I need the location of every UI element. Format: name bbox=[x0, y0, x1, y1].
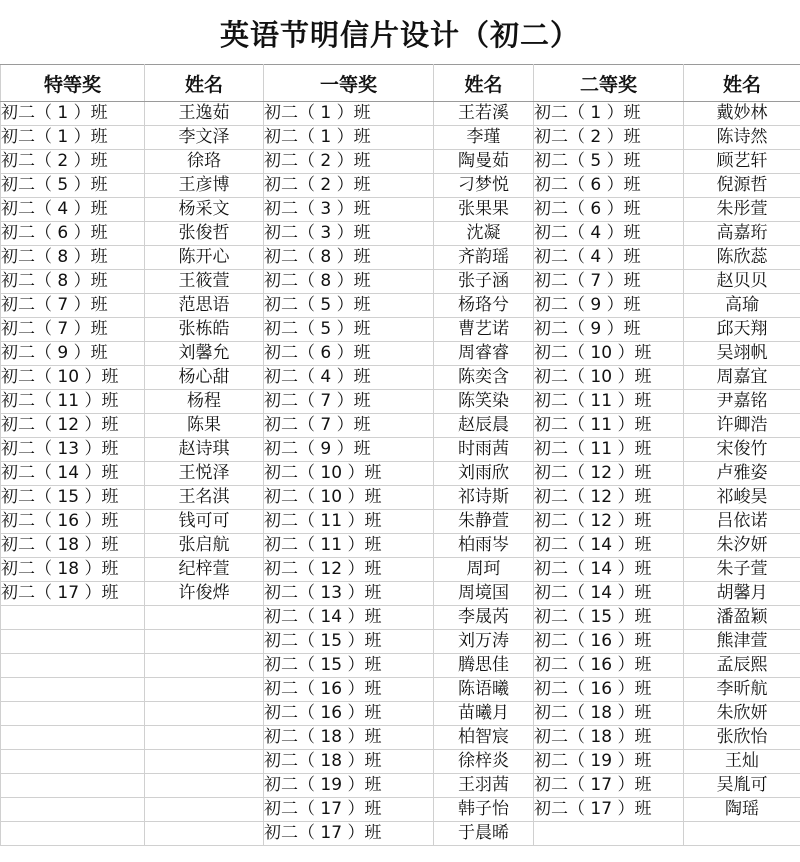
second-class-cell bbox=[534, 822, 684, 846]
second-name-cell: 倪源哲 bbox=[684, 174, 800, 198]
first-name-cell: 陈奕含 bbox=[434, 366, 534, 390]
special-name-cell bbox=[145, 678, 264, 702]
special-class-cell bbox=[1, 750, 145, 774]
first-class-cell: 初二（ 11 ）班 bbox=[264, 510, 434, 534]
first-name-cell: 王若溪 bbox=[434, 102, 534, 126]
second-class-cell: 初二（ 19 ）班 bbox=[534, 750, 684, 774]
header-first-award: 一等奖 bbox=[264, 65, 434, 102]
special-name-cell: 张启航 bbox=[145, 534, 264, 558]
first-name-cell: 刘万涛 bbox=[434, 630, 534, 654]
second-name-cell: 朱汐妍 bbox=[684, 534, 800, 558]
second-name-cell: 邱天翔 bbox=[684, 318, 800, 342]
table-row bbox=[1, 294, 800, 318]
special-name-cell: 王逸茹 bbox=[145, 102, 264, 126]
special-name-cell bbox=[145, 750, 264, 774]
first-class-cell: 初二（ 13 ）班 bbox=[264, 582, 434, 606]
special-class-cell: 初二（ 12 ）班 bbox=[1, 414, 145, 438]
second-name-cell: 朱彤萱 bbox=[684, 198, 800, 222]
first-name-cell: 柏智宸 bbox=[434, 726, 534, 750]
table-row bbox=[1, 390, 800, 414]
table-row bbox=[1, 246, 800, 270]
first-class-cell: 初二（ 7 ）班 bbox=[264, 414, 434, 438]
first-name-cell: 李瑾 bbox=[434, 126, 534, 150]
special-class-cell: 初二（ 1 ）班 bbox=[1, 126, 145, 150]
table-row bbox=[1, 702, 800, 726]
special-class-cell: 初二（ 11 ）班 bbox=[1, 390, 145, 414]
second-name-cell: 卢雅姿 bbox=[684, 462, 800, 486]
header-name: 姓名 bbox=[684, 65, 800, 102]
special-name-cell bbox=[145, 726, 264, 750]
special-name-cell: 钱可可 bbox=[145, 510, 264, 534]
second-class-cell: 初二（ 17 ）班 bbox=[534, 798, 684, 822]
special-name-cell: 许俊烨 bbox=[145, 582, 264, 606]
second-class-cell: 初二（ 12 ）班 bbox=[534, 462, 684, 486]
first-name-cell: 刁梦悦 bbox=[434, 174, 534, 198]
table-row bbox=[1, 318, 800, 342]
second-class-cell: 初二（ 1 ）班 bbox=[534, 102, 684, 126]
special-name-cell: 杨程 bbox=[145, 390, 264, 414]
first-class-cell: 初二（ 2 ）班 bbox=[264, 174, 434, 198]
second-name-cell: 祁峻昊 bbox=[684, 486, 800, 510]
table-row bbox=[1, 222, 800, 246]
special-class-cell: 初二（ 17 ）班 bbox=[1, 582, 145, 606]
special-name-cell: 范思语 bbox=[145, 294, 264, 318]
first-class-cell: 初二（ 8 ）班 bbox=[264, 246, 434, 270]
first-name-cell: 韩子怡 bbox=[434, 798, 534, 822]
second-class-cell: 初二（ 14 ）班 bbox=[534, 558, 684, 582]
special-class-cell: 初二（ 16 ）班 bbox=[1, 510, 145, 534]
table-row bbox=[1, 822, 800, 846]
special-class-cell: 初二（ 10 ）班 bbox=[1, 366, 145, 390]
special-name-cell: 张栋皓 bbox=[145, 318, 264, 342]
second-name-cell: 吴翊帆 bbox=[684, 342, 800, 366]
first-name-cell: 于晨晞 bbox=[434, 822, 534, 846]
second-name-cell: 许卿浩 bbox=[684, 414, 800, 438]
second-name-cell: 熊津萱 bbox=[684, 630, 800, 654]
first-name-cell: 赵辰晨 bbox=[434, 414, 534, 438]
second-class-cell: 初二（ 4 ）班 bbox=[534, 222, 684, 246]
second-name-cell: 吕依诺 bbox=[684, 510, 800, 534]
first-name-cell: 朱静萱 bbox=[434, 510, 534, 534]
second-class-cell: 初二（ 14 ）班 bbox=[534, 534, 684, 558]
second-class-cell: 初二（ 10 ）班 bbox=[534, 366, 684, 390]
table-row bbox=[1, 102, 800, 126]
special-class-cell: 初二（ 2 ）班 bbox=[1, 150, 145, 174]
first-class-cell: 初二（ 17 ）班 bbox=[264, 822, 434, 846]
second-name-cell: 胡馨月 bbox=[684, 582, 800, 606]
second-class-cell: 初二（ 2 ）班 bbox=[534, 126, 684, 150]
header-special-award: 特等奖 bbox=[1, 65, 145, 102]
table-row bbox=[1, 198, 800, 222]
first-class-cell: 初二（ 11 ）班 bbox=[264, 534, 434, 558]
table-row bbox=[1, 534, 800, 558]
first-class-cell: 初二（ 6 ）班 bbox=[264, 342, 434, 366]
first-class-cell: 初二（ 18 ）班 bbox=[264, 750, 434, 774]
special-name-cell: 王悦泽 bbox=[145, 462, 264, 486]
special-name-cell: 徐珞 bbox=[145, 150, 264, 174]
special-name-cell: 张俊哲 bbox=[145, 222, 264, 246]
special-name-cell bbox=[145, 798, 264, 822]
special-name-cell: 陈开心 bbox=[145, 246, 264, 270]
second-name-cell: 尹嘉铭 bbox=[684, 390, 800, 414]
special-name-cell: 杨采文 bbox=[145, 198, 264, 222]
second-class-cell: 初二（ 6 ）班 bbox=[534, 198, 684, 222]
first-name-cell: 周境国 bbox=[434, 582, 534, 606]
special-class-cell bbox=[1, 726, 145, 750]
first-name-cell: 陶曼茹 bbox=[434, 150, 534, 174]
table-row bbox=[1, 342, 800, 366]
table-row bbox=[1, 270, 800, 294]
header-name: 姓名 bbox=[145, 65, 264, 102]
table-row bbox=[1, 510, 800, 534]
special-class-cell bbox=[1, 654, 145, 678]
second-name-cell: 朱子萱 bbox=[684, 558, 800, 582]
second-class-cell: 初二（ 12 ）班 bbox=[534, 486, 684, 510]
first-name-cell: 李晟芮 bbox=[434, 606, 534, 630]
first-name-cell: 齐韵瑶 bbox=[434, 246, 534, 270]
special-class-cell: 初二（ 14 ）班 bbox=[1, 462, 145, 486]
table-row bbox=[1, 126, 800, 150]
second-name-cell bbox=[684, 822, 800, 846]
first-class-cell: 初二（ 18 ）班 bbox=[264, 726, 434, 750]
first-name-cell: 沈凝 bbox=[434, 222, 534, 246]
special-class-cell bbox=[1, 630, 145, 654]
special-class-cell: 初二（ 18 ）班 bbox=[1, 534, 145, 558]
header-name: 姓名 bbox=[434, 65, 534, 102]
table-row bbox=[1, 438, 800, 462]
second-class-cell: 初二（ 16 ）班 bbox=[534, 678, 684, 702]
second-class-cell: 初二（ 16 ）班 bbox=[534, 630, 684, 654]
awards-table bbox=[0, 64, 800, 846]
second-name-cell: 顾艺轩 bbox=[684, 150, 800, 174]
first-name-cell: 周睿睿 bbox=[434, 342, 534, 366]
table-row bbox=[1, 462, 800, 486]
first-class-cell: 初二（ 12 ）班 bbox=[264, 558, 434, 582]
first-class-cell: 初二（ 16 ）班 bbox=[264, 702, 434, 726]
first-class-cell: 初二（ 14 ）班 bbox=[264, 606, 434, 630]
first-name-cell: 陈语曦 bbox=[434, 678, 534, 702]
first-class-cell: 初二（ 3 ）班 bbox=[264, 222, 434, 246]
second-class-cell: 初二（ 11 ）班 bbox=[534, 438, 684, 462]
special-name-cell: 赵诗琪 bbox=[145, 438, 264, 462]
special-name-cell: 杨心甜 bbox=[145, 366, 264, 390]
header-second-award: 二等奖 bbox=[534, 65, 684, 102]
special-class-cell bbox=[1, 678, 145, 702]
first-class-cell: 初二（ 1 ）班 bbox=[264, 126, 434, 150]
second-name-cell: 高瑜 bbox=[684, 294, 800, 318]
second-class-cell: 初二（ 11 ）班 bbox=[534, 414, 684, 438]
first-name-cell: 王羽茜 bbox=[434, 774, 534, 798]
special-class-cell bbox=[1, 606, 145, 630]
second-name-cell: 陶瑶 bbox=[684, 798, 800, 822]
first-class-cell: 初二（ 4 ）班 bbox=[264, 366, 434, 390]
second-class-cell: 初二（ 15 ）班 bbox=[534, 606, 684, 630]
table-row bbox=[1, 486, 800, 510]
second-class-cell: 初二（ 11 ）班 bbox=[534, 390, 684, 414]
second-class-cell: 初二（ 18 ）班 bbox=[534, 726, 684, 750]
second-name-cell: 高嘉珩 bbox=[684, 222, 800, 246]
first-name-cell: 时雨茜 bbox=[434, 438, 534, 462]
first-class-cell: 初二（ 8 ）班 bbox=[264, 270, 434, 294]
second-class-cell: 初二（ 5 ）班 bbox=[534, 150, 684, 174]
header-row bbox=[1, 65, 800, 102]
first-class-cell: 初二（ 10 ）班 bbox=[264, 462, 434, 486]
table-row bbox=[1, 150, 800, 174]
special-class-cell: 初二（ 7 ）班 bbox=[1, 318, 145, 342]
special-name-cell: 王名淇 bbox=[145, 486, 264, 510]
table-row bbox=[1, 798, 800, 822]
first-name-cell: 曹艺诺 bbox=[434, 318, 534, 342]
special-name-cell: 纪梓萱 bbox=[145, 558, 264, 582]
table-row bbox=[1, 726, 800, 750]
special-class-cell: 初二（ 7 ）班 bbox=[1, 294, 145, 318]
second-class-cell: 初二（ 18 ）班 bbox=[534, 702, 684, 726]
second-class-cell: 初二（ 12 ）班 bbox=[534, 510, 684, 534]
second-name-cell: 戴妙林 bbox=[684, 102, 800, 126]
table-row bbox=[1, 414, 800, 438]
special-name-cell bbox=[145, 774, 264, 798]
first-name-cell: 腾思佳 bbox=[434, 654, 534, 678]
special-class-cell: 初二（ 9 ）班 bbox=[1, 342, 145, 366]
second-name-cell: 陈欣蕊 bbox=[684, 246, 800, 270]
special-name-cell: 刘馨允 bbox=[145, 342, 264, 366]
table-row bbox=[1, 654, 800, 678]
special-name-cell: 王彦博 bbox=[145, 174, 264, 198]
second-class-cell: 初二（ 4 ）班 bbox=[534, 246, 684, 270]
table-row bbox=[1, 678, 800, 702]
special-class-cell: 初二（ 15 ）班 bbox=[1, 486, 145, 510]
second-name-cell: 陈诗然 bbox=[684, 126, 800, 150]
table-row bbox=[1, 174, 800, 198]
special-name-cell bbox=[145, 702, 264, 726]
second-name-cell: 朱欣妍 bbox=[684, 702, 800, 726]
special-class-cell: 初二（ 4 ）班 bbox=[1, 198, 145, 222]
first-name-cell: 周珂 bbox=[434, 558, 534, 582]
special-name-cell: 李文泽 bbox=[145, 126, 264, 150]
special-name-cell bbox=[145, 822, 264, 846]
second-class-cell: 初二（ 17 ）班 bbox=[534, 774, 684, 798]
second-class-cell: 初二（ 7 ）班 bbox=[534, 270, 684, 294]
special-class-cell: 初二（ 5 ）班 bbox=[1, 174, 145, 198]
second-class-cell: 初二（ 10 ）班 bbox=[534, 342, 684, 366]
table-row bbox=[1, 606, 800, 630]
special-class-cell bbox=[1, 822, 145, 846]
first-class-cell: 初二（ 2 ）班 bbox=[264, 150, 434, 174]
second-name-cell: 周嘉宜 bbox=[684, 366, 800, 390]
special-name-cell bbox=[145, 654, 264, 678]
special-class-cell bbox=[1, 798, 145, 822]
second-name-cell: 李昕航 bbox=[684, 678, 800, 702]
special-name-cell bbox=[145, 606, 264, 630]
first-class-cell: 初二（ 9 ）班 bbox=[264, 438, 434, 462]
second-class-cell: 初二（ 16 ）班 bbox=[534, 654, 684, 678]
first-name-cell: 张子涵 bbox=[434, 270, 534, 294]
second-name-cell: 孟辰熙 bbox=[684, 654, 800, 678]
first-class-cell: 初二（ 7 ）班 bbox=[264, 390, 434, 414]
first-class-cell: 初二（ 10 ）班 bbox=[264, 486, 434, 510]
table-row bbox=[1, 558, 800, 582]
table-row bbox=[1, 750, 800, 774]
first-class-cell: 初二（ 15 ）班 bbox=[264, 630, 434, 654]
second-name-cell: 张欣怡 bbox=[684, 726, 800, 750]
first-class-cell: 初二（ 3 ）班 bbox=[264, 198, 434, 222]
first-name-cell: 柏雨岑 bbox=[434, 534, 534, 558]
second-class-cell: 初二（ 6 ）班 bbox=[534, 174, 684, 198]
first-class-cell: 初二（ 15 ）班 bbox=[264, 654, 434, 678]
first-name-cell: 陈笑染 bbox=[434, 390, 534, 414]
table-row bbox=[1, 774, 800, 798]
second-name-cell: 吴胤可 bbox=[684, 774, 800, 798]
special-class-cell: 初二（ 13 ）班 bbox=[1, 438, 145, 462]
second-name-cell: 赵贝贝 bbox=[684, 270, 800, 294]
first-class-cell: 初二（ 17 ）班 bbox=[264, 798, 434, 822]
special-class-cell: 初二（ 18 ）班 bbox=[1, 558, 145, 582]
special-class-cell: 初二（ 1 ）班 bbox=[1, 102, 145, 126]
second-name-cell: 潘盈颖 bbox=[684, 606, 800, 630]
first-name-cell: 苗曦月 bbox=[434, 702, 534, 726]
special-class-cell bbox=[1, 702, 145, 726]
table-row bbox=[1, 630, 800, 654]
first-class-cell: 初二（ 16 ）班 bbox=[264, 678, 434, 702]
second-class-cell: 初二（ 14 ）班 bbox=[534, 582, 684, 606]
first-class-cell: 初二（ 19 ）班 bbox=[264, 774, 434, 798]
second-class-cell: 初二（ 9 ）班 bbox=[534, 318, 684, 342]
special-name-cell: 陈果 bbox=[145, 414, 264, 438]
first-name-cell: 徐梓炎 bbox=[434, 750, 534, 774]
second-name-cell: 王灿 bbox=[684, 750, 800, 774]
second-name-cell: 宋俊竹 bbox=[684, 438, 800, 462]
special-name-cell: 王筱萱 bbox=[145, 270, 264, 294]
first-name-cell: 张果果 bbox=[434, 198, 534, 222]
first-class-cell: 初二（ 5 ）班 bbox=[264, 318, 434, 342]
page-title: 英语节明信片设计（初二） bbox=[219, 18, 580, 52]
special-class-cell: 初二（ 6 ）班 bbox=[1, 222, 145, 246]
special-class-cell: 初二（ 8 ）班 bbox=[1, 270, 145, 294]
first-name-cell: 祁诗斯 bbox=[434, 486, 534, 510]
special-class-cell bbox=[1, 774, 145, 798]
first-class-cell: 初二（ 1 ）班 bbox=[264, 102, 434, 126]
second-class-cell: 初二（ 9 ）班 bbox=[534, 294, 684, 318]
table-row bbox=[1, 366, 800, 390]
first-name-cell: 刘雨欣 bbox=[434, 462, 534, 486]
table-row bbox=[1, 582, 800, 606]
first-class-cell: 初二（ 5 ）班 bbox=[264, 294, 434, 318]
special-class-cell: 初二（ 8 ）班 bbox=[1, 246, 145, 270]
first-name-cell: 杨珞兮 bbox=[434, 294, 534, 318]
special-name-cell bbox=[145, 630, 264, 654]
